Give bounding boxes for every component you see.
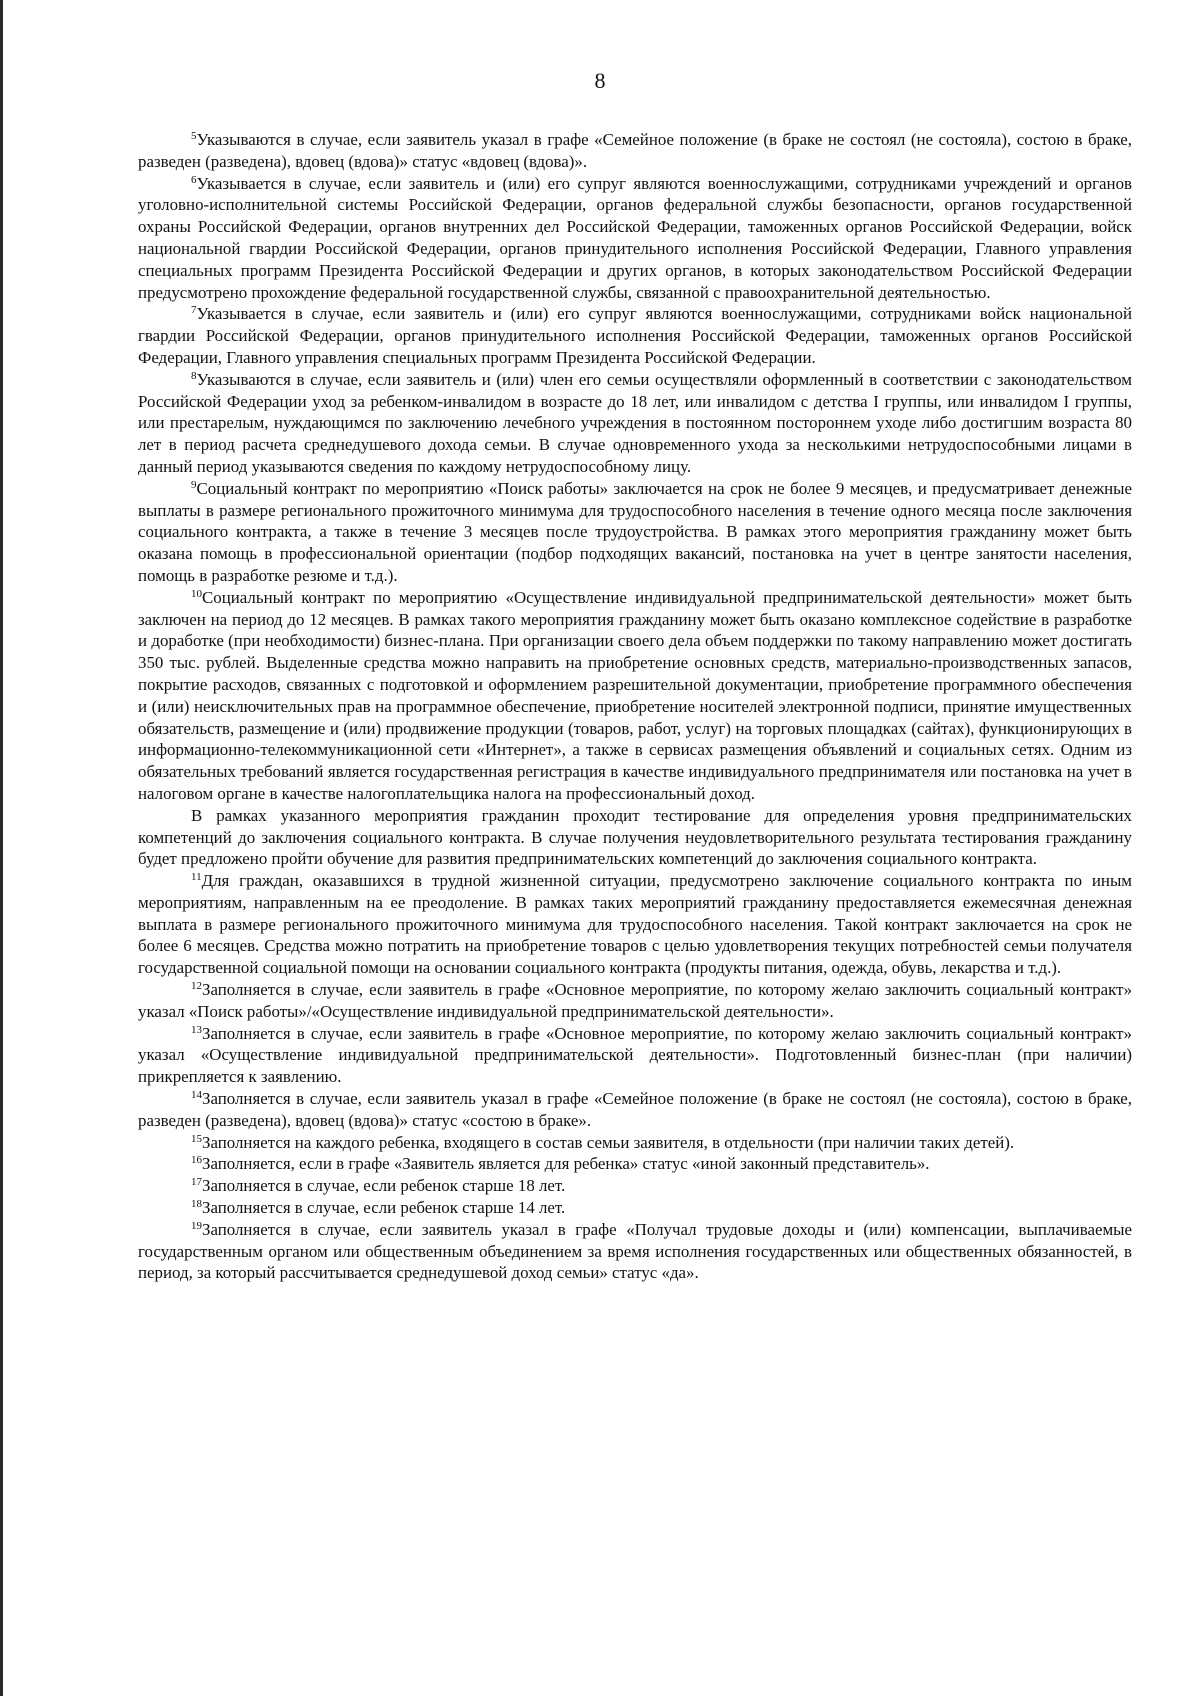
footnote-marker: 14 [191, 1089, 202, 1102]
footnote-13 [138, 1023, 1132, 1088]
footnote-marker: 6 [191, 173, 197, 186]
footnote-10-continuation [138, 805, 1132, 870]
footnote-marker: 10 [191, 587, 202, 600]
footnote-marker: 13 [191, 1023, 202, 1036]
footnote-marker: 11 [191, 871, 202, 884]
footnote-text: Указывается в случае, если заявитель и (или) его супруг являются военнослужащими, сотрудниками учреждений и органов уголовно-исполнительной системы Российской Федерации, органов федеральной службы безопасности, органов государственной охраны Российской Федерации, органов внутренних дел Российской Федерации, таможенных органов Российской Федерации, войск национальной гвардии Российской Федерации, органов принудительного исполнения Российской Федерации, Главного управления специальных программ Президента Российской Федерации и других органов, в которых законодательством Российской Федерации предусмотрено прохождение федеральной государственной службы, связанной с правоохранительной деятельностью. [138, 173, 1132, 302]
footnote-14 [138, 1088, 1132, 1132]
footnote-text: Заполняется в случае, если заявитель указал в графе «Семейное положение (в браке не состоял (не состояла), состою в браке, разведен (разведена), вдовец (вдова)» статус «состою в браке». [138, 1089, 1132, 1130]
footnote-text: В рамках указанного мероприятия гражданин проходит тестирование для определения уровня предпринимательских компетенций до заключения социального контракта. В случае получения неудовлетворительного результата тестирования гражданину будет предложено пройти обучение для развития предпринимательских компетенций до заключения социального контракта. [138, 805, 1132, 869]
footnote-12 [138, 979, 1132, 1023]
footnote-19 [138, 1219, 1132, 1284]
footnotes-section [138, 129, 1132, 1284]
footnote-10 [138, 587, 1132, 805]
footnote-text: Указываются в случае, если заявитель указал в графе «Семейное положение (в браке не состоял (не состояла), состою в браке, разведен (разведена), вдовец (вдова)» статус «вдовец (вдова)». [138, 130, 1132, 171]
page-number: 8 [594, 68, 606, 93]
footnote-marker: 17 [191, 1176, 202, 1189]
footnote-marker: 9 [191, 478, 197, 491]
footnote-marker: 15 [191, 1132, 202, 1145]
footnote-text: Указывается в случае, если заявитель и (или) его супруг являются военнослужащими, сотрудниками войск национальной гвардии Российской Федерации, органов принудительного исполнения Российской Федерации, таможенных органов Российской Федерации, Главного управления специальных программ Президента Российской Федерации. [138, 304, 1132, 367]
footnote-text: Социальный контракт по мероприятию «Поиск работы» заключается на срок не более 9 месяцев, и предусматривает денежные выплаты в размере регионального прожиточного минимума для трудоспособного населения в течение одного месяца после заключения социального контракта, а также в течение 3 месяцев после трудоустройства. В рамках этого мероприятия гражданину может быть оказана помощь в профессиональной ориентации (подбор подходящих вакансий, постановка на учет в центре занятости населения, помощь в разработке резюме и т.д.). [138, 478, 1132, 585]
footnote-marker: 16 [191, 1154, 202, 1167]
footnote-text: Указываются в случае, если заявитель и (или) член его семьи осуществляли оформленный в соответствии с законодательством Российской Федерации уход за ребенком-инвалидом в возрасте до 18 лет, или инвалидом с детства I группы, или инвалидом I группы, или престарелым, нуждающимся по заключению лечебного учреждения в постоянном постороннем уходе либо достигшим возраста 80 лет в период расчета среднедушевого дохода семьи. В случае одновременного ухода за несколькими нетрудоспособными лицами в данный период указываются сведения по каждому нетрудоспособному лицу. [138, 369, 1132, 476]
footnote-7 [138, 303, 1132, 368]
footnote-text: Заполняется в случае, если ребенок старше 14 лет. [202, 1198, 566, 1218]
footnote-marker: 19 [191, 1219, 202, 1232]
footnote-17 [138, 1175, 1132, 1197]
footnote-text: Заполняется, если в графе «Заявитель является для ребенка» статус «иной законный представитель». [202, 1154, 930, 1174]
footnote-5 [138, 129, 1132, 173]
footnote-text: Заполняется на каждого ребенка, входящего в состав семьи заявителя, в отдельности (при наличии таких детей). [202, 1132, 1015, 1152]
footnote-text: Заполняется в случае, если ребенок старше 18 лет. [202, 1176, 566, 1196]
footnote-text: Для граждан, оказавшихся в трудной жизненной ситуации, предусмотрено заключение социального контракта по иным мероприятиям, направленным на ее преодоление. В рамках таких мероприятий гражданину предоставляется ежемесячная денежная выплата в размере регионального прожиточного минимума для трудоспособного населения. Такой контракт заключается на срок не более 6 месяцев. Средства можно потратить на приобретение товаров с целью удовлетворения текущих потребностей семьи получателя государственной социальной помощи на основании социального контракта (продукты питания, одежда, обувь, лекарства и т.д.). [138, 871, 1132, 978]
footnote-marker: 18 [191, 1198, 202, 1210]
footnote-marker: 8 [191, 369, 197, 382]
footnote-18 [138, 1197, 1132, 1219]
footnote-8 [138, 369, 1132, 478]
footnote-11 [138, 870, 1132, 979]
footnote-6 [138, 173, 1132, 304]
footnote-marker: 7 [191, 304, 197, 317]
footnote-text: Социальный контракт по мероприятию «Осуществление индивидуальной предпринимательской деятельности» может быть заключен на период до 12 месяцев. В рамках такого мероприятия гражданину может быть оказано комплексное содействие в разработке и доработке (при необходимости) бизнес-плана. При организации своего дела объем поддержки по такому направлению может достигать 350 тыс. рублей. Выделенные средства можно направить на приобретение основных средств, материально-производственных запасов, покрытие расходов, связанных с подготовкой и оформлением разрешительной документации, приобретение программного обеспечения и (или) неисключительных прав на программное обеспечение, приобретение носителей электронной подписи, принятие имущественных обязательств, размещение и (или) продвижение продукции (товаров, работ, услуг) на торговых площадках (сайтах), функционирующих в информационно-телекоммуникационной сети «Интернет», а также в сервисах размещения объявлений и социальных сетях. Одним из обязательных требований является государственная регистрация в качестве индивидуального предпринимателя или постановка на учет в налоговом органе в качестве налогоплательщика налога на профессиональный доход. [138, 587, 1132, 803]
footnote-9 [138, 478, 1132, 587]
footnote-16 [138, 1153, 1132, 1175]
footnote-text: Заполняется в случае, если заявитель указал в графе «Получал трудовые доходы и (или) компенсации, выплачиваемые государственным органом или общественным объединением за время исполнения государственных или общественных обязанностей, в период, за который рассчитывается среднедушевой доход семьи» статус «да». [138, 1219, 1132, 1283]
footnote-text: Заполняется в случае, если заявитель в графе «Основное мероприятие, по которому желаю заключить социальный контракт» указал «Осуществление индивидуальной предпринимательской деятельности». Подготовленный бизнес-план (при наличии) прикрепляется к заявлению. [138, 1023, 1132, 1087]
scan-edge [0, 0, 3, 1696]
footnote-marker: 5 [191, 129, 197, 142]
footnote-text: Заполняется в случае, если заявитель в графе «Основное мероприятие, по которому желаю заключить социальный контракт» указал «Поиск работы»/«Осуществление индивидуальной предпринимательской деятельности». [138, 980, 1132, 1021]
footnote-15 [138, 1132, 1132, 1154]
footnote-marker: 12 [191, 980, 202, 993]
